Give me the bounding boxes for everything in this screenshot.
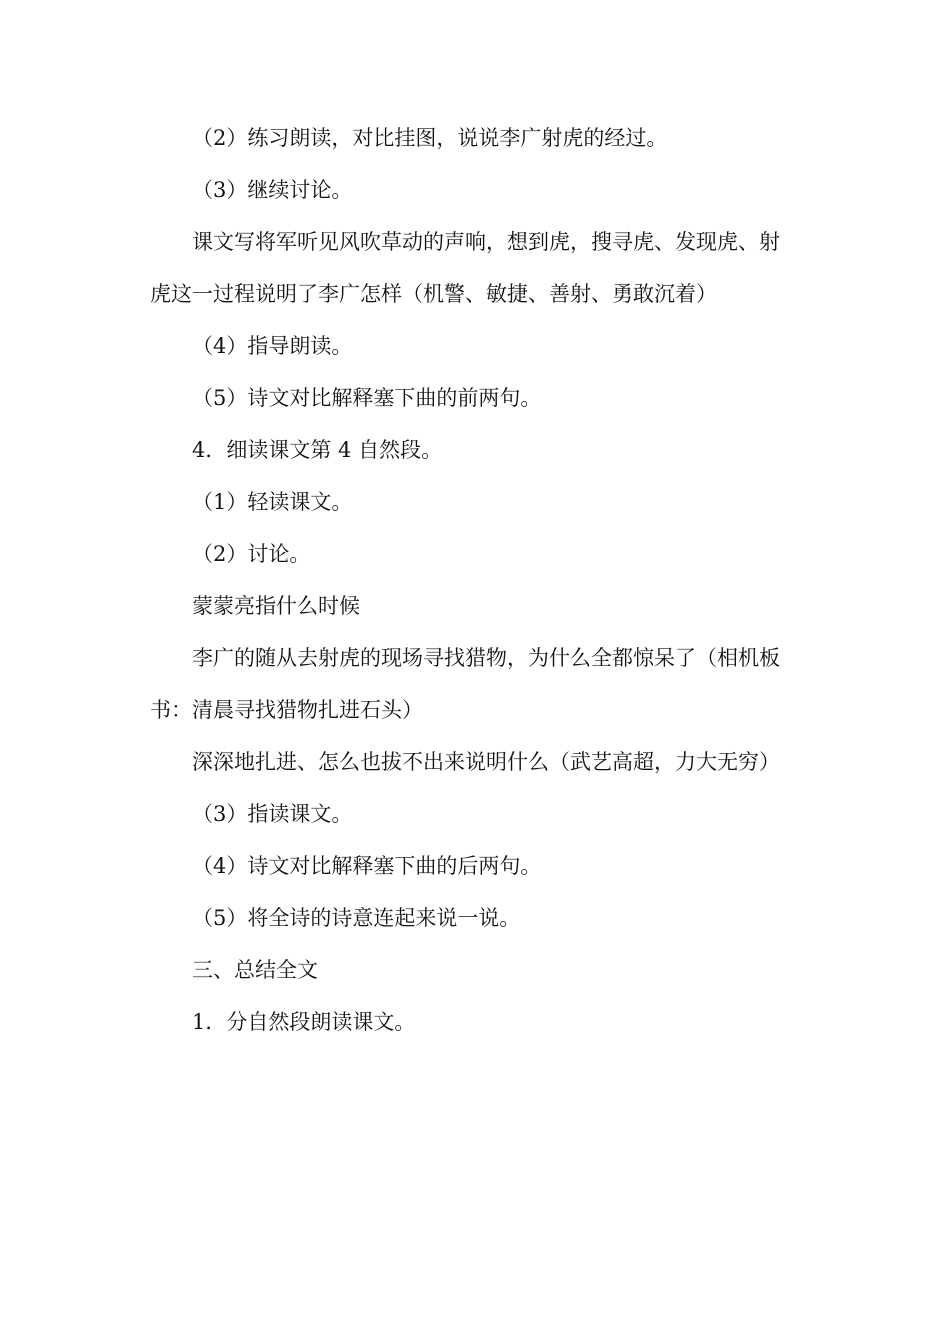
paragraph-followers-astonished: 李广的随从去射虎的现场寻找猎物，为什么全都惊呆了（相机板书：清晨寻找猎物扎进石头） — [150, 646, 780, 722]
paragraph-read-by-section: 1．分自然段朗读课文。 — [192, 1010, 416, 1034]
section-heading-summary: 三、总结全文 — [192, 958, 318, 982]
paragraph-discussion: （2）讨论。 — [192, 542, 311, 566]
paragraph-poem-first-lines: （5）诗文对比解释塞下曲的前两句。 — [192, 386, 542, 410]
paragraph-arrow-deep: 深深地扎进、怎么也拔不出来说明什么（武艺高超，力大无穷） — [192, 750, 780, 774]
paragraph-dawn-question: 蒙蒙亮指什么时候 — [192, 594, 360, 618]
paragraph-guide-reading: （4）指导朗读。 — [192, 334, 353, 358]
paragraph-light-reading: （1）轻读课文。 — [192, 490, 353, 514]
paragraph-continue-discussion: （3）继续讨论。 — [192, 178, 353, 202]
paragraph-general-alertness: 课文写将军听见风吹草动的声响，想到虎，搜寻虎、发现虎、射虎这一过程说明了李广怎样（机警、敏捷、善射、勇敢沉着） — [150, 230, 780, 306]
paragraph-read-section-4: 4．细读课文第 4 自然段。 — [192, 438, 443, 462]
document-body — [150, 112, 800, 1048]
paragraph-assigned-reading: （3）指读课文。 — [192, 802, 353, 826]
paragraph-practice-reading: （2）练习朗读，对比挂图，说说李广射虎的经过。 — [192, 126, 668, 150]
paragraph-poem-last-lines: （4）诗文对比解释塞下曲的后两句。 — [192, 854, 542, 878]
paragraph-whole-poem: （5）将全诗的诗意连起来说一说。 — [192, 906, 521, 930]
